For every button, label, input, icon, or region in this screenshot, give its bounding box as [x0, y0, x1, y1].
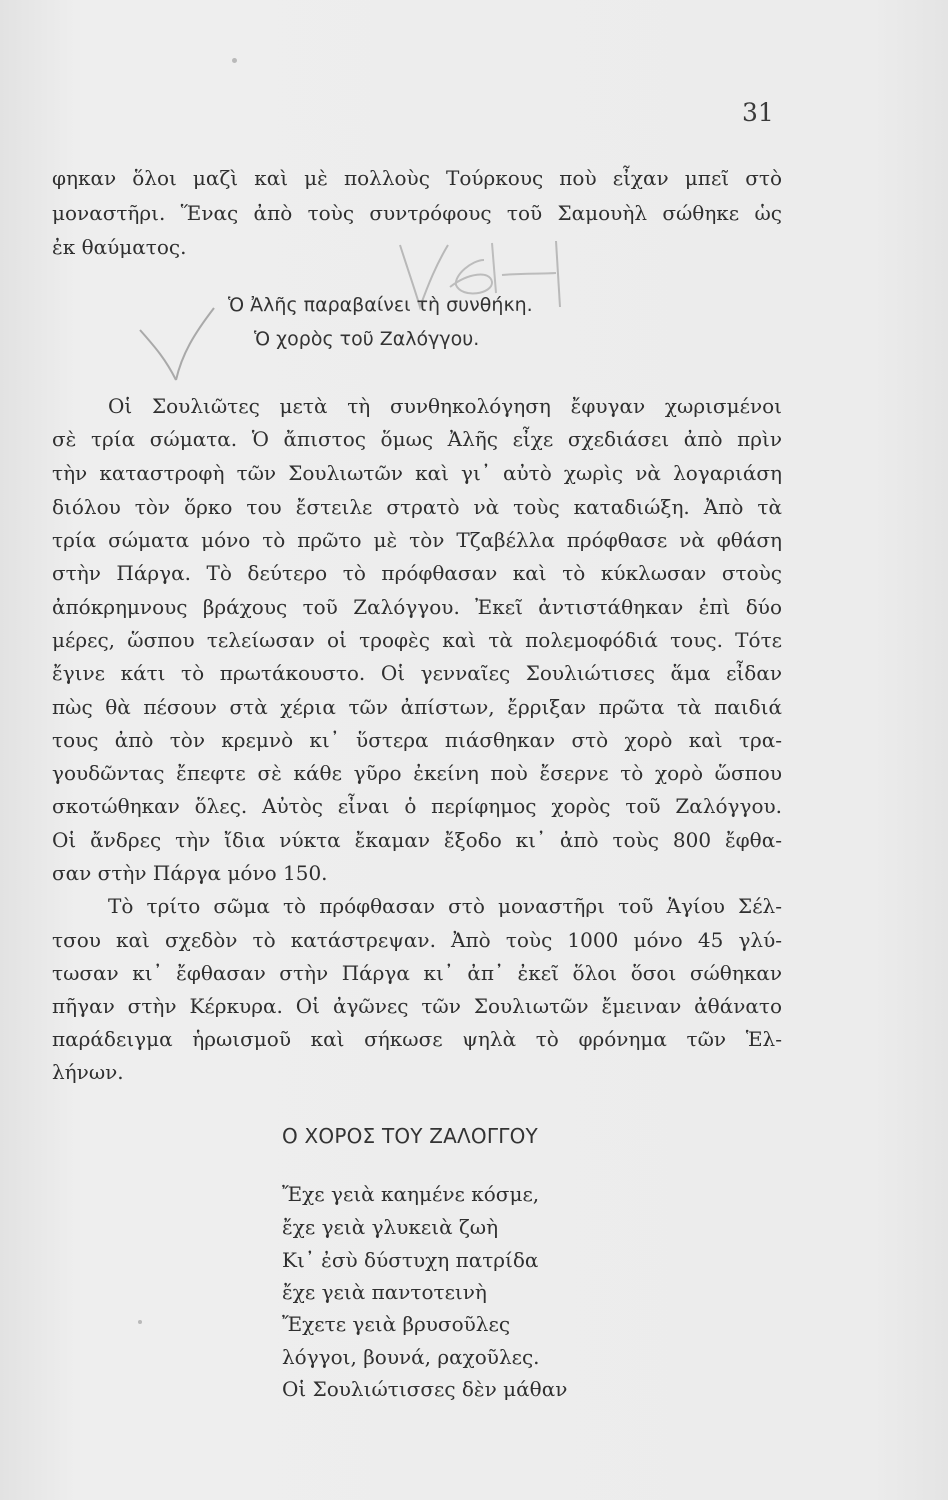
pencil-check-mark — [132, 300, 222, 400]
paragraph-line: σκοτώθηκαν ὅλες. Αὐτὸς εἶναι ὁ περίφημος χορὸς τοῦ Ζαλόγγου. — [52, 794, 782, 818]
paragraph-line: στὴν Πάργα. Τὸ δεύτερο τὸ πρόφθασαν καὶ τὸ κύκλωσαν στοὺς — [52, 561, 782, 585]
paragraph-line: πῆγαν στὴν Κέρκυρα. Οἱ ἀγῶνες τῶν Σουλιωτῶν ἔμειναν ἀθάνατο — [52, 994, 782, 1018]
section-subheading: Ὁ Ἀλῆς παραβαίνει τὴ συνθήκη. — [228, 294, 533, 316]
paragraph-line: Τὸ τρίτο σῶμα τὸ πρόφθασαν στὸ μοναστῆρι τοῦ Ἁγίου Σέλ- — [108, 894, 782, 918]
poem-line: ἔχε γειὰ παντοτεινὴ — [282, 1280, 487, 1304]
paragraph-line: Οἱ Σουλιῶτες μετὰ τὴ συνθηκολόγηση ἔφυγαν χωρισμένοι — [108, 394, 782, 418]
paper-speck — [138, 1320, 142, 1324]
poem-line: Οἱ Σουλιώτισσες δὲν μάθαν — [282, 1377, 568, 1401]
poem-line: Ἔχε γειὰ καημένε κόσμε, — [282, 1182, 540, 1206]
paragraph-line: διόλου τὸν ὅρκο του ἔστειλε στρατὸ νὰ τοὺς καταδιώξη. Ἀπὸ τὰ — [52, 495, 782, 519]
paragraph-line: ἐκ θαύματος. — [52, 235, 187, 259]
paragraph-line: σαν στὴν Πάργα μόνο 150. — [52, 861, 328, 885]
paragraph-line: τους ἀπὸ τὸν κρεμνὸ κι᾽ ὕστερα πιάσθηκαν στὸ χορὸ καὶ τρα- — [52, 728, 782, 752]
paragraph-line: ἔγινε κάτι τὸ πρωτάκουστο. Οἱ γενναῖες Σουλιώτισες ἅμα εἶδαν — [52, 661, 782, 685]
paragraph-line: παράδειγμα ἡρωισμοῦ καὶ σήκωσε ψηλὰ τὸ φρόνημα τῶν Ἑλ- — [52, 1027, 782, 1051]
paragraph-line: μοναστῆρι. Ἕνας ἀπὸ τοὺς συντρόφους τοῦ Σαμουὴλ σώθηκε ὡς — [52, 201, 782, 225]
paragraph-line: τωσαν κι᾽ ἔφθασαν στὴν Πάργα κι᾽ ἀπ᾽ ἐκεῖ ὅλοι ὅσοι σώθηκαν — [52, 961, 782, 985]
page-number: 31 — [742, 98, 774, 127]
pencil-scribble-mark — [380, 225, 610, 345]
poem-line: ἔχε γειὰ γλυκειὰ ζωὴ — [282, 1215, 499, 1239]
poem-line: Ἔχετε γειὰ βρυσοῦλες — [282, 1312, 511, 1336]
paragraph-line: φηκαν ὅλοι μαζὶ καὶ μὲ πολλοὺς Τούρκους ποὺ εἶχαν μπεῖ στὸ — [52, 166, 782, 190]
paragraph-line: τρία σώματα μόνο τὸ πρῶτο μὲ τὸν Τζαβέλλα πρόφθασε νὰ φθάση — [52, 528, 782, 552]
paragraph-line: λήνων. — [52, 1060, 124, 1084]
paragraph-line: σὲ τρία σώματα. Ὁ ἄπιστος ὅμως Ἀλῆς εἶχε σχεδιάσει ἀπὸ πρὶν — [52, 427, 782, 451]
paragraph-line: Οἱ ἄνδρες τὴν ἴδια νύκτα ἔκαμαν ἔξοδο κι᾽ ἀπὸ τοὺς 800 ἔφθα- — [52, 828, 782, 852]
paper-speck — [232, 58, 237, 63]
paragraph-line: γουδῶντας ἔπεφτε σὲ κάθε γῦρο ἐκείνη ποὺ ἔσερνε τὸ χορὸ ὥσπου — [52, 761, 782, 785]
section-subheading: Ὁ χορὸς τοῦ Ζαλόγγου. — [254, 328, 480, 350]
paragraph-line: τὴν καταστροφὴ τῶν Σουλιωτῶν καὶ γι᾽ αὐτὸ χωρὶς νὰ λογαριάση — [52, 461, 782, 485]
poem-title: Ο ΧΟΡΟΣ ΤΟΥ ΖΑΛΟΓΓΟΥ — [282, 1124, 538, 1148]
paragraph-line: ἀπόκρημνους βράχους τοῦ Ζαλόγγου. Ἐκεῖ ἀντιστάθηκαν ἐπὶ δύο — [52, 595, 782, 619]
poem-line: Κι᾽ ἐσὺ δύστυχη πατρίδα — [282, 1248, 539, 1272]
paragraph-line: τσου καὶ σχεδὸν τὸ κατάστρεψαν. Ἀπὸ τοὺς 1000 μόνο 45 γλύ- — [52, 928, 782, 952]
paragraph-line: πὼς θὰ πέσουν στὰ χέρια τῶν ἀπίστων, ἔρριξαν πρῶτα τὰ παιδιά — [52, 695, 782, 719]
poem-line: λόγγοι, βουνά, ραχοῦλες. — [282, 1345, 540, 1369]
paragraph-line: μέρες, ὥσπου τελείωσαν οἱ τροφὲς καὶ τὰ πολεμοφόδιά τους. Τότε — [52, 628, 782, 652]
